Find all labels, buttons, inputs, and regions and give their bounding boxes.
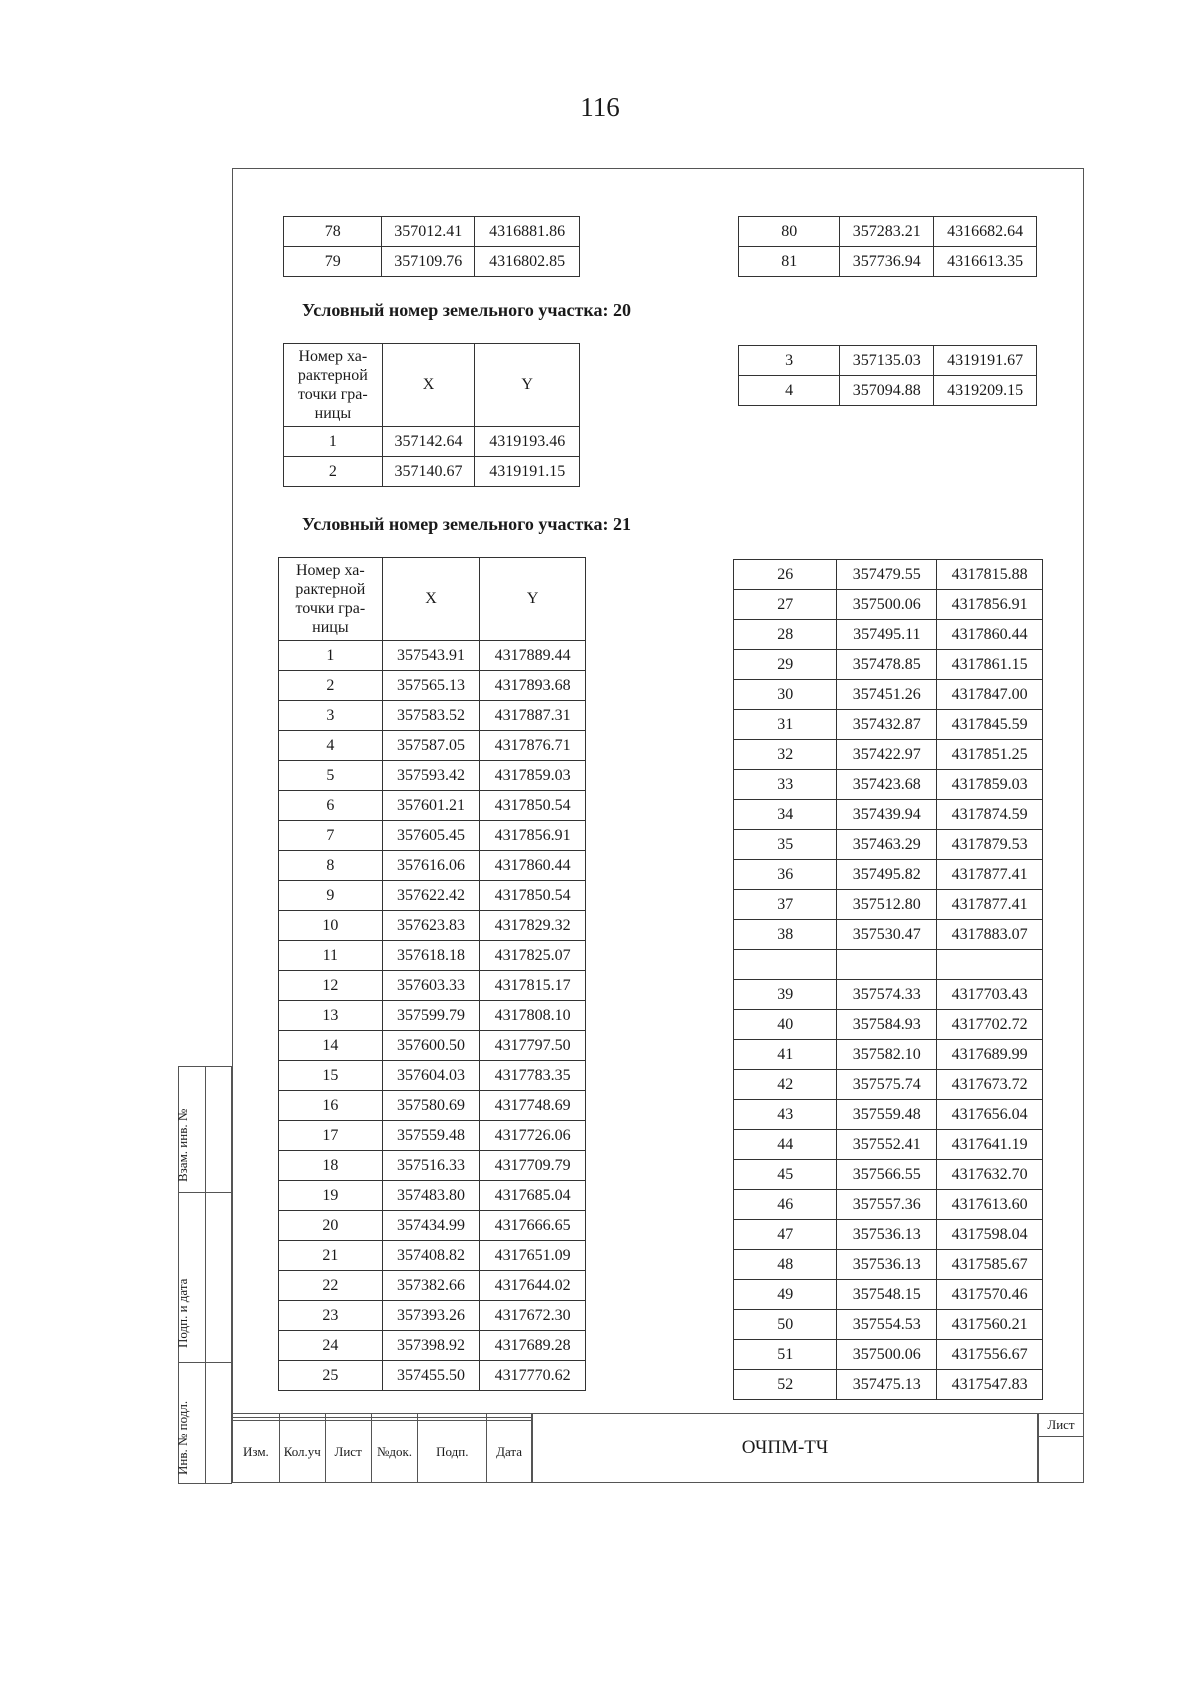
table-row bbox=[279, 1271, 586, 1301]
x-coordinate-cell: 357599.79 bbox=[382, 1001, 480, 1031]
y-coordinate-cell: 4317598.04 bbox=[937, 1220, 1043, 1250]
point-number-cell: 40 bbox=[734, 1010, 837, 1040]
y-coordinate-cell: 4317709.79 bbox=[480, 1151, 586, 1181]
side-label-signature-date: Подп. и дата bbox=[175, 1278, 190, 1348]
point-number-cell: 3 bbox=[739, 346, 840, 376]
table-row bbox=[739, 217, 1037, 247]
table-row bbox=[734, 1250, 1043, 1280]
x-coordinate-cell: 357565.13 bbox=[382, 671, 480, 701]
side-label-original-inventory: Инв. № подл. bbox=[175, 1400, 190, 1475]
table-row bbox=[734, 1190, 1043, 1220]
point-number-cell: 37 bbox=[734, 890, 837, 920]
point-number-cell: 26 bbox=[734, 560, 837, 590]
x-coordinate-cell: 357600.50 bbox=[382, 1031, 480, 1061]
table-row bbox=[279, 1091, 586, 1121]
x-coordinate-cell: 357455.50 bbox=[382, 1361, 480, 1391]
point-number-cell: 9 bbox=[279, 881, 383, 911]
table-row bbox=[734, 770, 1043, 800]
point-number-cell: 33 bbox=[734, 770, 837, 800]
point-number-cell: 18 bbox=[279, 1151, 383, 1181]
point-number-cell: 46 bbox=[734, 1190, 837, 1220]
table-row bbox=[279, 881, 586, 911]
x-coordinate-cell: 357618.18 bbox=[382, 941, 480, 971]
side-cell-original-inventory bbox=[175, 1363, 231, 1483]
x-coordinate-cell: 357559.48 bbox=[382, 1121, 480, 1151]
x-coordinate-cell: 357432.87 bbox=[837, 710, 937, 740]
side-label-replacement: Взам. инв. № bbox=[175, 1108, 190, 1182]
table-row bbox=[734, 1340, 1043, 1370]
y-coordinate-cell: 4319191.67 bbox=[934, 346, 1037, 376]
table-row bbox=[739, 376, 1037, 406]
y-coordinate-cell: 4317644.02 bbox=[480, 1271, 586, 1301]
table-row bbox=[739, 346, 1037, 376]
y-coordinate-cell: 4316613.35 bbox=[934, 247, 1037, 277]
table-row bbox=[279, 641, 586, 671]
y-coordinate-cell: 4317815.17 bbox=[480, 971, 586, 1001]
y-coordinate-cell: 4317673.72 bbox=[937, 1070, 1043, 1100]
table-row bbox=[284, 457, 580, 487]
point-number-cell: 11 bbox=[279, 941, 383, 971]
point-number-header: Номер ха-рактерной точки гра-ницы bbox=[284, 344, 383, 427]
x-coordinate-cell: 357434.99 bbox=[382, 1211, 480, 1241]
revision-grid bbox=[232, 1413, 532, 1483]
y-coordinate-cell: 4317656.04 bbox=[937, 1100, 1043, 1130]
point-number-cell: 48 bbox=[734, 1250, 837, 1280]
x-coordinate-cell: 357530.47 bbox=[837, 920, 937, 950]
point-number-cell: 1 bbox=[279, 641, 383, 671]
x-coordinate-cell: 357495.11 bbox=[837, 620, 937, 650]
y-coordinate-cell: 4317860.44 bbox=[937, 620, 1043, 650]
table-row bbox=[734, 650, 1043, 680]
section-20-table-right bbox=[738, 345, 1037, 406]
point-number-cell: 43 bbox=[734, 1100, 837, 1130]
point-number-cell: 29 bbox=[734, 650, 837, 680]
x-coordinate-cell: 357500.06 bbox=[837, 590, 937, 620]
y-coordinate-cell: 4317748.69 bbox=[480, 1091, 586, 1121]
y-coordinate-cell: 4317815.88 bbox=[937, 560, 1043, 590]
title-block bbox=[232, 1413, 1084, 1483]
point-number-cell: 30 bbox=[734, 680, 837, 710]
point-number-cell: 23 bbox=[279, 1301, 383, 1331]
y-coordinate-cell: 4317556.67 bbox=[937, 1340, 1043, 1370]
y-coordinate-cell: 4317703.43 bbox=[937, 980, 1043, 1010]
y-coordinate-cell: 4317770.62 bbox=[480, 1361, 586, 1391]
y-coordinate-cell: 4317859.03 bbox=[937, 770, 1043, 800]
table-row bbox=[734, 1070, 1043, 1100]
table-row bbox=[279, 821, 586, 851]
side-cell-replacement bbox=[175, 1067, 231, 1193]
section-20-table-left bbox=[283, 343, 580, 487]
table-row bbox=[734, 590, 1043, 620]
y-coordinate-cell: 4317845.59 bbox=[937, 710, 1043, 740]
point-number-cell: 1 bbox=[284, 427, 383, 457]
x-coordinate-cell: 357135.03 bbox=[840, 346, 934, 376]
y-coordinate-cell: 4316682.64 bbox=[934, 217, 1037, 247]
x-coordinate-cell: 357423.68 bbox=[837, 770, 937, 800]
table-row bbox=[279, 1361, 586, 1391]
point-number-cell: 41 bbox=[734, 1040, 837, 1070]
table-row bbox=[734, 710, 1043, 740]
point-number-cell: 31 bbox=[734, 710, 837, 740]
x-coordinate-cell: 357495.82 bbox=[837, 860, 937, 890]
point-number-cell: 81 bbox=[739, 247, 840, 277]
y-coordinate-cell: 4317887.31 bbox=[480, 701, 586, 731]
sheet-label: Лист bbox=[1039, 1414, 1083, 1437]
y-coordinate-cell: 4317797.50 bbox=[480, 1031, 586, 1061]
table-row bbox=[279, 1181, 586, 1211]
point-number-cell: 27 bbox=[734, 590, 837, 620]
x-coordinate-cell: 357559.48 bbox=[837, 1100, 937, 1130]
table-row bbox=[734, 950, 1043, 980]
table-row bbox=[734, 1220, 1043, 1250]
table-row bbox=[279, 1241, 586, 1271]
point-number-cell: 3 bbox=[279, 701, 383, 731]
point-number-cell: 52 bbox=[734, 1370, 837, 1400]
point-number-cell: 49 bbox=[734, 1280, 837, 1310]
point-number-cell: 50 bbox=[734, 1310, 837, 1340]
section-21-table-right bbox=[733, 559, 1043, 1400]
x-coordinate-cell: 357622.42 bbox=[382, 881, 480, 911]
table-row bbox=[734, 1280, 1043, 1310]
point-number-cell: 78 bbox=[284, 217, 382, 247]
table-row bbox=[734, 980, 1043, 1010]
point-number-cell: 20 bbox=[279, 1211, 383, 1241]
x-coordinate-cell: 357583.52 bbox=[382, 701, 480, 731]
y-coordinate-cell: 4317850.54 bbox=[480, 791, 586, 821]
table-row bbox=[734, 860, 1043, 890]
revision-table bbox=[232, 1413, 532, 1483]
y-coordinate-cell: 4317613.60 bbox=[937, 1190, 1043, 1220]
point-number-cell: 21 bbox=[279, 1241, 383, 1271]
point-number-cell: 80 bbox=[739, 217, 840, 247]
table-row bbox=[279, 1001, 586, 1031]
side-cell-signature-date bbox=[175, 1193, 231, 1363]
y-coordinate-cell bbox=[937, 950, 1043, 980]
y-coordinate-cell: 4317570.46 bbox=[937, 1280, 1043, 1310]
x-coordinate-cell: 357283.21 bbox=[840, 217, 934, 247]
y-coordinate-cell: 4317689.99 bbox=[937, 1040, 1043, 1070]
point-number-cell: 7 bbox=[279, 821, 383, 851]
x-coordinate-cell: 357574.33 bbox=[837, 980, 937, 1010]
x-coordinate-cell: 357584.93 bbox=[837, 1010, 937, 1040]
x-coordinate-cell: 357475.13 bbox=[837, 1370, 937, 1400]
y-coordinate-cell: 4317847.00 bbox=[937, 680, 1043, 710]
col-doc-number: №док. bbox=[371, 1421, 418, 1483]
y-coordinate-cell: 4317879.53 bbox=[937, 830, 1043, 860]
point-number-cell: 13 bbox=[279, 1001, 383, 1031]
x-header: X bbox=[382, 558, 480, 641]
table-row bbox=[734, 1040, 1043, 1070]
section-21-heading: Условный номер земельного участка: 21 bbox=[302, 514, 631, 534]
x-coordinate-cell: 357566.55 bbox=[837, 1160, 937, 1190]
point-number-cell: 36 bbox=[734, 860, 837, 890]
y-coordinate-cell: 4317560.21 bbox=[937, 1310, 1043, 1340]
table-row bbox=[279, 1211, 586, 1241]
y-coordinate-cell: 4317861.15 bbox=[937, 650, 1043, 680]
point-number-cell: 5 bbox=[279, 761, 383, 791]
col-count: Кол.уч bbox=[279, 1421, 325, 1483]
x-coordinate-cell: 357140.67 bbox=[382, 457, 475, 487]
y-coordinate-cell: 4317877.41 bbox=[937, 860, 1043, 890]
point-number-cell: 8 bbox=[279, 851, 383, 881]
point-number-cell: 14 bbox=[279, 1031, 383, 1061]
col-change: Изм. bbox=[233, 1421, 280, 1483]
point-number-cell bbox=[734, 950, 837, 980]
x-coordinate-cell: 357623.83 bbox=[382, 911, 480, 941]
point-number-cell: 22 bbox=[279, 1271, 383, 1301]
table-row bbox=[279, 791, 586, 821]
x-coordinate-cell: 357557.36 bbox=[837, 1190, 937, 1220]
x-coordinate-cell: 357603.33 bbox=[382, 971, 480, 1001]
table-row bbox=[284, 217, 580, 247]
x-coordinate-cell: 357422.97 bbox=[837, 740, 937, 770]
table-row bbox=[734, 1310, 1043, 1340]
section-20-heading: Условный номер земельного участка: 20 bbox=[302, 300, 631, 320]
point-number-cell: 25 bbox=[279, 1361, 383, 1391]
point-number-cell: 19 bbox=[279, 1181, 383, 1211]
point-number-cell: 42 bbox=[734, 1070, 837, 1100]
point-number-cell: 51 bbox=[734, 1340, 837, 1370]
x-coordinate-cell: 357580.69 bbox=[382, 1091, 480, 1121]
x-coordinate-cell: 357604.03 bbox=[382, 1061, 480, 1091]
y-coordinate-cell: 4316802.85 bbox=[475, 247, 580, 277]
sheet-box bbox=[1038, 1413, 1084, 1483]
y-coordinate-cell: 4319209.15 bbox=[934, 376, 1037, 406]
x-coordinate-cell: 357575.74 bbox=[837, 1070, 937, 1100]
x-coordinate-cell: 357483.80 bbox=[382, 1181, 480, 1211]
table-row bbox=[734, 1010, 1043, 1040]
point-number-cell: 10 bbox=[279, 911, 383, 941]
table-row bbox=[279, 1031, 586, 1061]
x-coordinate-cell: 357408.82 bbox=[382, 1241, 480, 1271]
table-row bbox=[279, 701, 586, 731]
y-coordinate-cell: 4317829.32 bbox=[480, 911, 586, 941]
point-number-cell: 38 bbox=[734, 920, 837, 950]
col-signature: Подп. bbox=[418, 1421, 487, 1483]
table-row bbox=[279, 731, 586, 761]
y-coordinate-cell: 4317876.71 bbox=[480, 731, 586, 761]
y-coordinate-cell: 4317874.59 bbox=[937, 800, 1043, 830]
x-coordinate-cell: 357012.41 bbox=[382, 217, 475, 247]
table-row bbox=[734, 830, 1043, 860]
x-coordinate-cell: 357382.66 bbox=[382, 1271, 480, 1301]
table-row bbox=[734, 800, 1043, 830]
point-number-cell: 4 bbox=[739, 376, 840, 406]
table-row bbox=[279, 971, 586, 1001]
x-coordinate-cell: 357512.80 bbox=[837, 890, 937, 920]
x-header: X bbox=[382, 344, 475, 427]
table-row bbox=[279, 941, 586, 971]
table-row bbox=[279, 1151, 586, 1181]
table-row bbox=[734, 1100, 1043, 1130]
y-coordinate-cell: 4317685.04 bbox=[480, 1181, 586, 1211]
table-row bbox=[279, 1301, 586, 1331]
y-coordinate-cell: 4317877.41 bbox=[937, 890, 1043, 920]
table-row bbox=[734, 920, 1043, 950]
x-coordinate-cell: 357601.21 bbox=[382, 791, 480, 821]
y-coordinate-cell: 4317893.68 bbox=[480, 671, 586, 701]
x-coordinate-cell: 357593.42 bbox=[382, 761, 480, 791]
x-coordinate-cell: 357398.92 bbox=[382, 1331, 480, 1361]
table-row bbox=[734, 680, 1043, 710]
table-row bbox=[734, 1130, 1043, 1160]
table-row bbox=[279, 1061, 586, 1091]
x-coordinate-cell: 357094.88 bbox=[840, 376, 934, 406]
x-coordinate-cell: 357543.91 bbox=[382, 641, 480, 671]
point-number-cell: 34 bbox=[734, 800, 837, 830]
col-sheet: Лист bbox=[325, 1421, 371, 1483]
x-coordinate-cell: 357478.85 bbox=[837, 650, 937, 680]
x-coordinate-cell: 357439.94 bbox=[837, 800, 937, 830]
y-coordinate-cell: 4317783.35 bbox=[480, 1061, 586, 1091]
x-coordinate-cell: 357516.33 bbox=[382, 1151, 480, 1181]
x-coordinate-cell: 357500.06 bbox=[837, 1340, 937, 1370]
col-date: Дата bbox=[487, 1421, 532, 1483]
table-row bbox=[279, 851, 586, 881]
point-number-cell: 15 bbox=[279, 1061, 383, 1091]
y-coordinate-cell: 4317825.07 bbox=[480, 941, 586, 971]
y-coordinate-cell: 4317860.44 bbox=[480, 851, 586, 881]
table-row bbox=[284, 427, 580, 457]
x-coordinate-cell: 357479.55 bbox=[837, 560, 937, 590]
table-row bbox=[734, 620, 1043, 650]
page-number: 116 bbox=[580, 92, 620, 122]
y-coordinate-cell: 4317651.09 bbox=[480, 1241, 586, 1271]
point-number-cell: 4 bbox=[279, 731, 383, 761]
table-row bbox=[279, 911, 586, 941]
y-coordinate-cell: 4317856.91 bbox=[937, 590, 1043, 620]
y-coordinate-cell: 4317672.30 bbox=[480, 1301, 586, 1331]
point-number-cell: 39 bbox=[734, 980, 837, 1010]
x-coordinate-cell: 357616.06 bbox=[382, 851, 480, 881]
y-coordinate-cell: 4317856.91 bbox=[480, 821, 586, 851]
y-coordinate-cell: 4317808.10 bbox=[480, 1001, 586, 1031]
x-coordinate-cell: 357554.53 bbox=[837, 1310, 937, 1340]
y-coordinate-cell: 4319193.46 bbox=[475, 427, 580, 457]
x-coordinate-cell: 357536.13 bbox=[837, 1220, 937, 1250]
x-coordinate-cell: 357463.29 bbox=[837, 830, 937, 860]
point-number-cell: 12 bbox=[279, 971, 383, 1001]
point-number-cell: 35 bbox=[734, 830, 837, 860]
table-row bbox=[279, 1331, 586, 1361]
continuation-table-right bbox=[738, 216, 1037, 277]
table-row bbox=[279, 671, 586, 701]
y-coordinate-cell: 4317632.70 bbox=[937, 1160, 1043, 1190]
point-number-cell: 44 bbox=[734, 1130, 837, 1160]
x-coordinate-cell: 357451.26 bbox=[837, 680, 937, 710]
x-coordinate-cell bbox=[837, 950, 937, 980]
point-number-cell: 2 bbox=[279, 671, 383, 701]
x-coordinate-cell: 357587.05 bbox=[382, 731, 480, 761]
point-number-cell: 47 bbox=[734, 1220, 837, 1250]
y-header: Y bbox=[480, 558, 586, 641]
x-coordinate-cell: 357605.45 bbox=[382, 821, 480, 851]
y-coordinate-cell: 4317889.44 bbox=[480, 641, 586, 671]
table-row bbox=[284, 247, 580, 277]
y-coordinate-cell: 4317883.07 bbox=[937, 920, 1043, 950]
point-number-cell: 16 bbox=[279, 1091, 383, 1121]
table-row bbox=[734, 1370, 1043, 1400]
y-coordinate-cell: 4317641.19 bbox=[937, 1130, 1043, 1160]
point-number-cell: 45 bbox=[734, 1160, 837, 1190]
x-coordinate-cell: 357393.26 bbox=[382, 1301, 480, 1331]
left-margin-stamp bbox=[175, 1066, 232, 1484]
x-coordinate-cell: 357142.64 bbox=[382, 427, 475, 457]
continuation-table-left bbox=[283, 216, 580, 277]
y-coordinate-cell: 4319191.15 bbox=[475, 457, 580, 487]
y-coordinate-cell: 4317585.67 bbox=[937, 1250, 1043, 1280]
point-number-cell: 79 bbox=[284, 247, 382, 277]
document-code: ОЧПМ-ТЧ bbox=[532, 1413, 1038, 1483]
x-coordinate-cell: 357736.94 bbox=[840, 247, 934, 277]
point-number-cell: 24 bbox=[279, 1331, 383, 1361]
point-number-cell: 6 bbox=[279, 791, 383, 821]
y-coordinate-cell: 4317851.25 bbox=[937, 740, 1043, 770]
x-coordinate-cell: 357548.15 bbox=[837, 1280, 937, 1310]
table-row bbox=[734, 740, 1043, 770]
table-row bbox=[734, 1160, 1043, 1190]
x-coordinate-cell: 357109.76 bbox=[382, 247, 475, 277]
y-coordinate-cell: 4316881.86 bbox=[475, 217, 580, 247]
table-row bbox=[734, 560, 1043, 590]
table-row bbox=[739, 247, 1037, 277]
x-coordinate-cell: 357536.13 bbox=[837, 1250, 937, 1280]
table-row bbox=[734, 890, 1043, 920]
y-coordinate-cell: 4317547.83 bbox=[937, 1370, 1043, 1400]
x-coordinate-cell: 357552.41 bbox=[837, 1130, 937, 1160]
y-coordinate-cell: 4317726.06 bbox=[480, 1121, 586, 1151]
point-number-header: Номер ха-рактерной точки гра-ницы bbox=[279, 558, 383, 641]
y-coordinate-cell: 4317859.03 bbox=[480, 761, 586, 791]
table-row bbox=[279, 761, 586, 791]
y-coordinate-cell: 4317689.28 bbox=[480, 1331, 586, 1361]
y-header: Y bbox=[475, 344, 580, 427]
table-row bbox=[279, 1121, 586, 1151]
point-number-cell: 17 bbox=[279, 1121, 383, 1151]
point-number-cell: 28 bbox=[734, 620, 837, 650]
y-coordinate-cell: 4317666.65 bbox=[480, 1211, 586, 1241]
section-21-table-left bbox=[278, 557, 586, 1391]
point-number-cell: 32 bbox=[734, 740, 837, 770]
point-number-cell: 2 bbox=[284, 457, 383, 487]
x-coordinate-cell: 357582.10 bbox=[837, 1040, 937, 1070]
y-coordinate-cell: 4317702.72 bbox=[937, 1010, 1043, 1040]
y-coordinate-cell: 4317850.54 bbox=[480, 881, 586, 911]
